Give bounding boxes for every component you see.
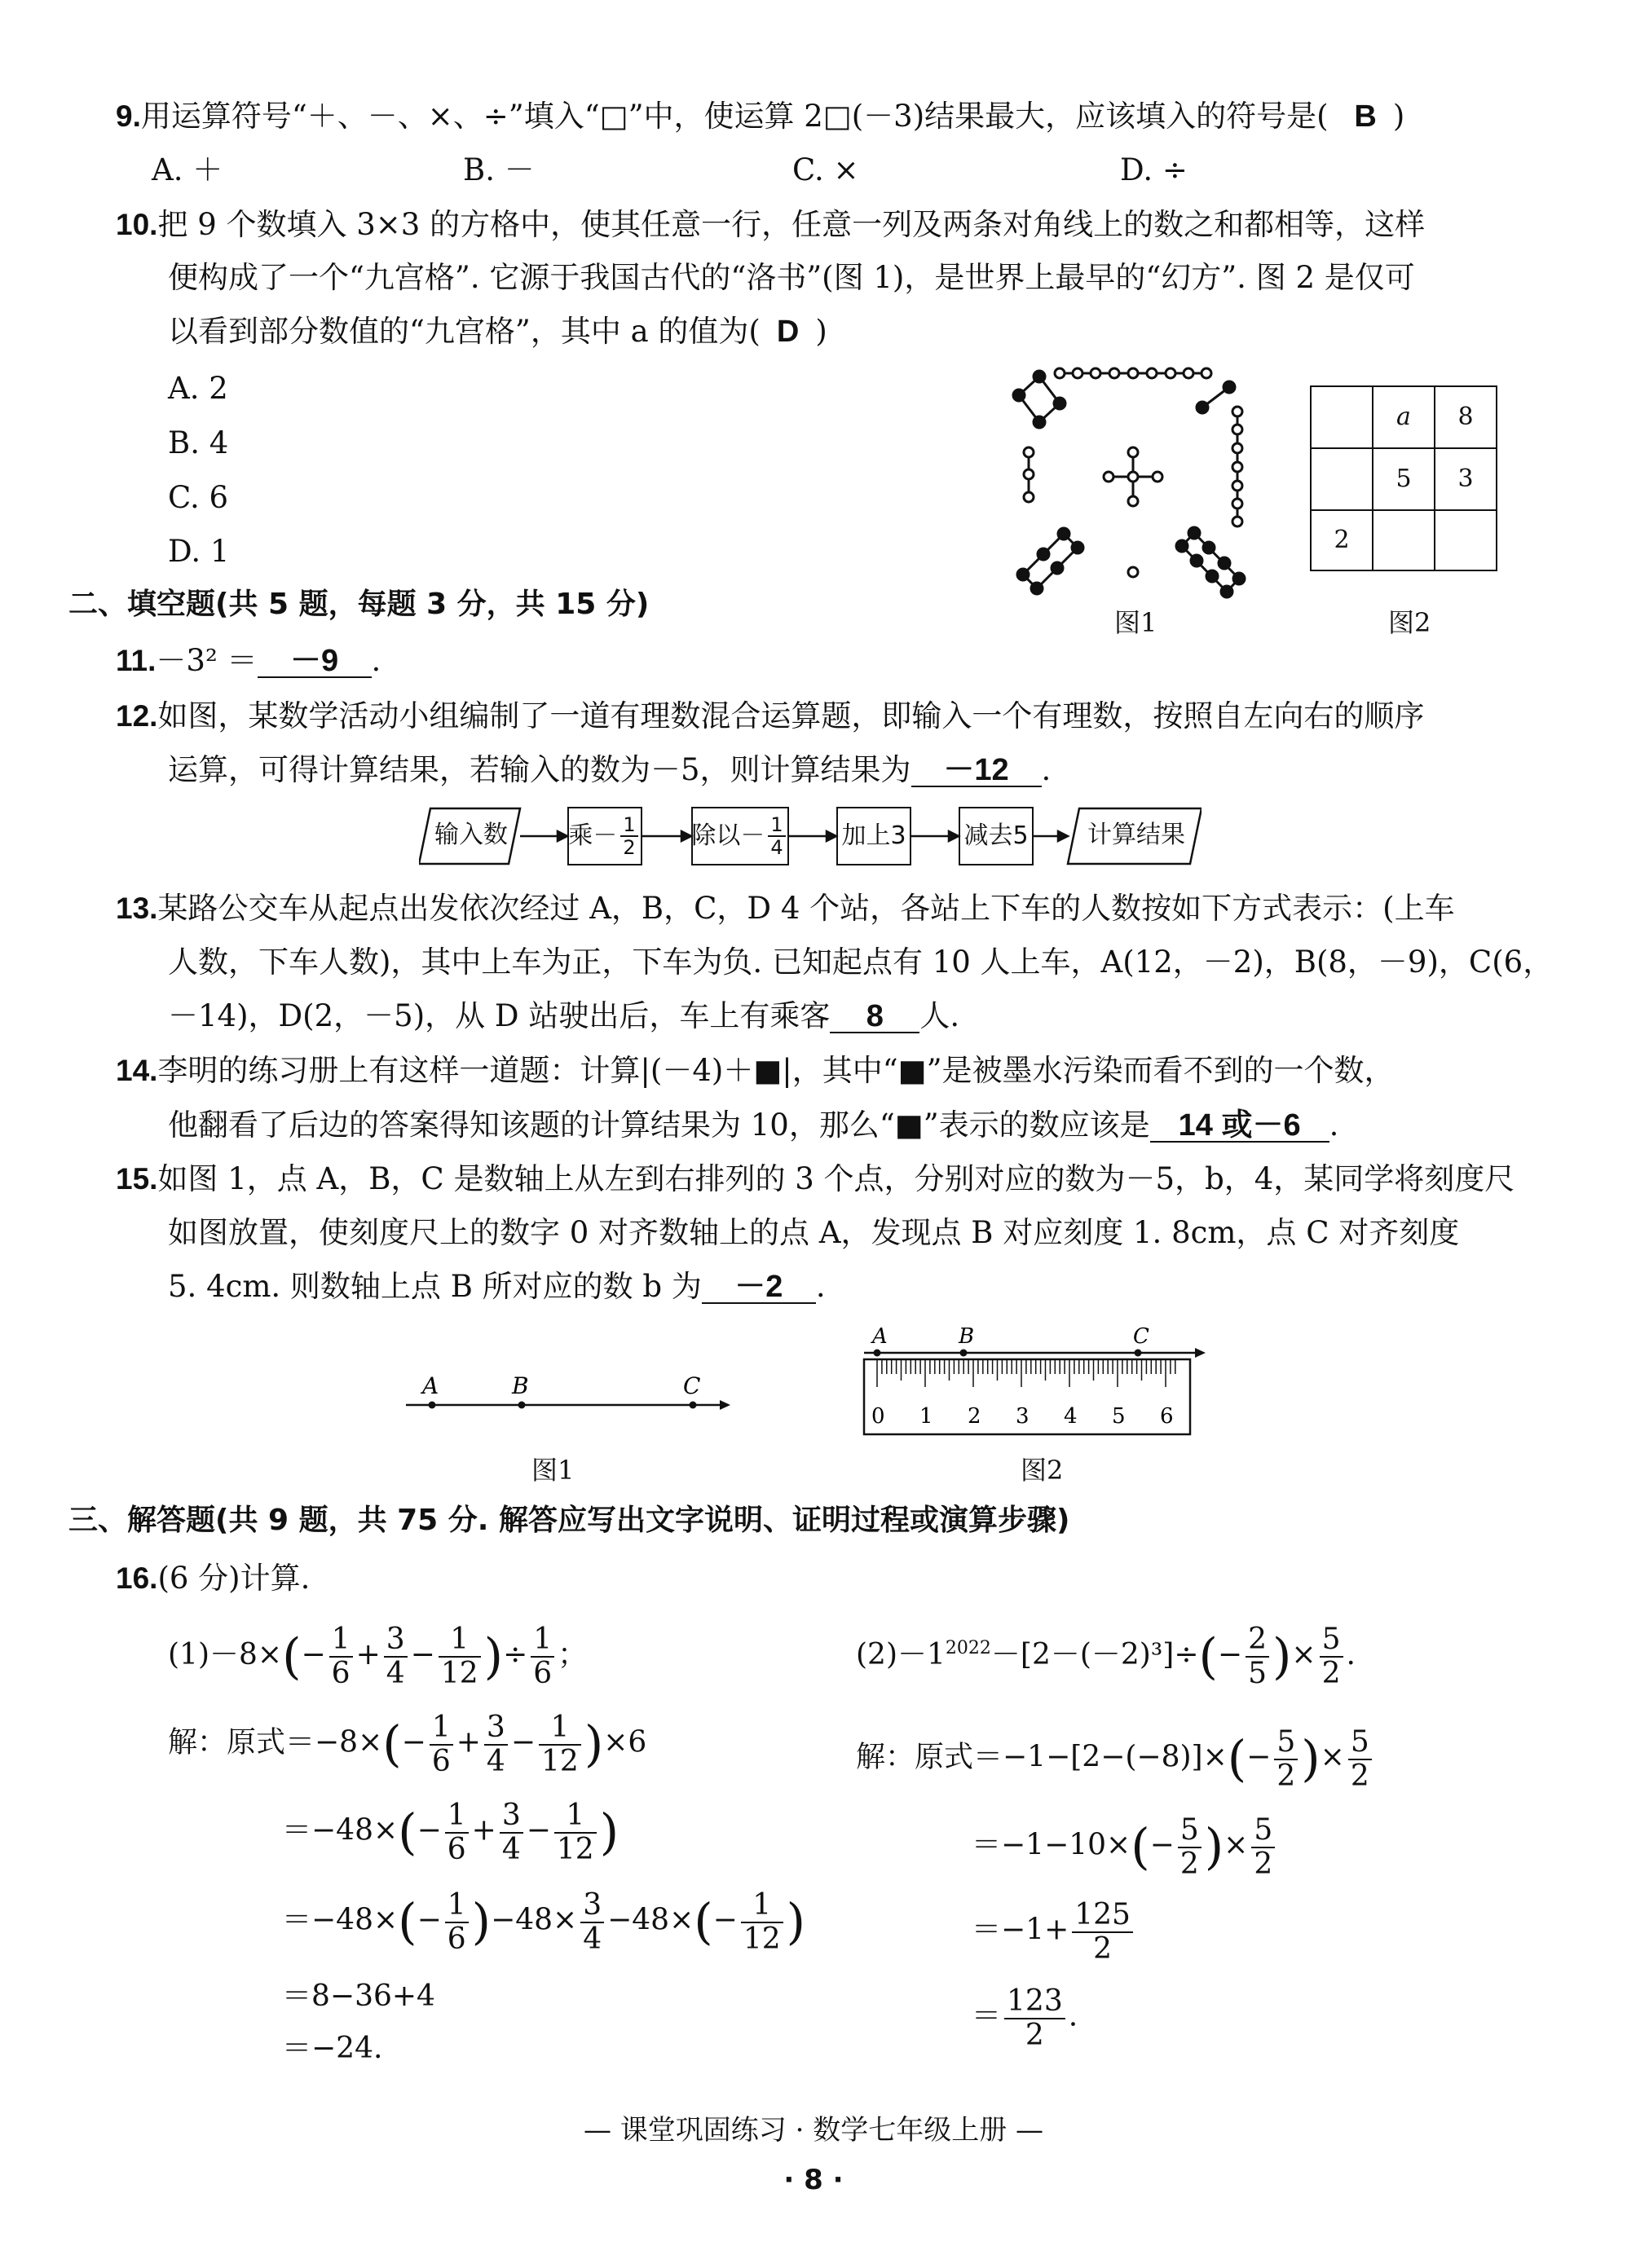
q10-option-d: D. 1 bbox=[168, 534, 230, 569]
q12-flowchart bbox=[419, 807, 1202, 865]
q13-line2: 人数，下车人数)，其中上车为正，下车为负. 已知起点有 10 人上车，A(12，－2)，B(8，－9)，C(6， bbox=[168, 945, 1554, 980]
q15-line2: 如图放置，使刻度尺上的数字 0 对齐数轴上的点 A，发现点 B 对应刻度 1. 8cm，点 C 对齐刻度 bbox=[168, 1215, 1460, 1250]
q9-stem: 9.用运算符号“＋、－、×、÷”填入“□”中，使运算 2□(－3)结果最大，应该填入的符号是( B ) bbox=[116, 99, 1405, 134]
point-a-label: A bbox=[872, 1324, 888, 1349]
q16-sol1-step5: ＝−24. bbox=[282, 2032, 383, 2065]
grid-cell bbox=[1310, 447, 1373, 511]
grid-cell: 2 bbox=[1310, 509, 1373, 571]
ruler-number: 0 bbox=[871, 1404, 885, 1429]
ruler-number: 6 bbox=[1160, 1404, 1174, 1429]
q10-answer: D bbox=[776, 315, 800, 349]
footer-title: — 课堂巩固练习 · 数学七年级上册 — bbox=[583, 2114, 1044, 2147]
q15-fig2-caption: 图2 bbox=[1021, 1455, 1064, 1486]
q15-fig1-caption: 图1 bbox=[531, 1455, 575, 1486]
q10-option-c: C. 6 bbox=[168, 480, 229, 515]
q16-part2: $(2)-1^{2022}-[2-(-2)^3]\div(-$ $\frac{2}{5}$ )× $\frac{5}{2}$ . bbox=[856, 1623, 1356, 1690]
section2-heading: 二、填空题(共 5 题，每题 3 分，共 15 分) bbox=[68, 588, 650, 621]
q9-answer: B bbox=[1354, 99, 1377, 134]
q14-line1: 14.李明的练习册上有这样一道题：计算|(－4)＋■|，其中“■”是被墨水污染而看不到的一个数， bbox=[116, 1053, 1395, 1088]
q9-option-a: A. ＋ bbox=[152, 152, 223, 187]
flow-output: 计算结果 bbox=[1087, 821, 1185, 849]
q13-answer: 8 bbox=[830, 1001, 919, 1033]
q13-line3: －14)，D(2，－5)，从 D 站驶出后，车上有乘客 8 人. bbox=[168, 998, 960, 1033]
grid-cell bbox=[1434, 509, 1497, 571]
flow-add: 加上3 bbox=[836, 807, 911, 865]
q9-option-d: D. ÷ bbox=[1120, 152, 1188, 187]
grid-cell: 5 bbox=[1372, 447, 1435, 511]
magic-square-grid bbox=[1310, 385, 1497, 571]
q16-sol1-step2: ＝−48×(− $\frac{1}{6}$ + $\frac{3}{4}$ − $\frac{1}{12}$ ) bbox=[282, 1799, 619, 1866]
q10-fig1-caption: 图1 bbox=[1114, 607, 1157, 638]
q10-line2: 便构成了一个“九宫格”. 它源于我国古代的“洛书”(图 1)，是世界上最早的“幻方”. 图 2 是仅可 bbox=[168, 260, 1415, 295]
ruler-number: 3 bbox=[1016, 1404, 1030, 1429]
grid-cell: a bbox=[1372, 385, 1435, 449]
q10-line1: 10.把 9 个数填入 3×3 的方格中，使其任意一行，任意一列及两条对角线上的数之和都相等，这样 bbox=[116, 207, 1426, 242]
flow-input: 输入数 bbox=[434, 821, 508, 849]
ruler-number: 2 bbox=[968, 1404, 981, 1429]
number-line-figure bbox=[406, 1369, 732, 1418]
ruler-number: 4 bbox=[1064, 1404, 1078, 1429]
q16-sol2-step3: ＝−1+ $\frac{125}{2}$ bbox=[972, 1899, 1136, 1965]
point-c-label: C bbox=[683, 1372, 701, 1399]
point-c-label: C bbox=[1133, 1324, 1149, 1349]
q14-answer: 14 或－6 bbox=[1150, 1110, 1329, 1143]
grid-cell: 3 bbox=[1434, 447, 1497, 511]
flow-multiply: 乘－ $\frac{1}{2}$ bbox=[567, 807, 642, 865]
q16-stem: 16.(6 分)计算. bbox=[116, 1561, 311, 1596]
q9-option-c: C. × bbox=[792, 152, 859, 187]
q9-option-b: B. － bbox=[463, 152, 535, 187]
arrow-icon bbox=[1195, 1348, 1206, 1358]
q15-answer: －2 bbox=[702, 1271, 816, 1304]
ruler-figure bbox=[853, 1320, 1211, 1442]
q10-option-b: B. 4 bbox=[168, 425, 229, 460]
flow-subtract: 减去5 bbox=[959, 807, 1034, 865]
q15-line3: 5. 4cm. 则数轴上点 B 所对应的数 b 为 －2 . bbox=[168, 1269, 826, 1304]
section3-heading: 三、解答题(共 9 题，共 75 分. 解答应写出文字说明、证明过程或演算步骤) bbox=[68, 1504, 1070, 1537]
q16-part1: (1)－8×(− $\frac{1}{6}$ + $\frac{3}{4}$ − $\frac{1}{12}$ )÷ $\frac{1}{6}$ ； bbox=[168, 1623, 588, 1690]
q16-sol2-step1: 解：原式＝−1−[2−(−8)]×(− $\frac{5}{2}$ )× $\frac{5}{2}$ bbox=[856, 1726, 1375, 1792]
ruler-number: 1 bbox=[919, 1404, 933, 1429]
point-b-label: B bbox=[512, 1372, 529, 1399]
q11-answer: －9 bbox=[258, 645, 372, 678]
q16-sol2-step2: ＝−1−10×(− $\frac{5}{2}$ )× $\frac{5}{2}$ bbox=[972, 1814, 1278, 1880]
grid-cell bbox=[1310, 385, 1373, 449]
q10-option-a: A. 2 bbox=[168, 371, 228, 406]
q16-sol1-step3: ＝−48×(− $\frac{1}{6}$ )−48× $\frac{3}{4}$ −48×(− $\frac{1}{12}$ ) bbox=[282, 1888, 806, 1956]
q12-line1: 12.如图，某数学活动小组编制了一道有理数混合运算题，即输入一个有理数，按照自左向右的顺序 bbox=[116, 698, 1425, 733]
q16-sol2-step4: ＝ $\frac{123}{2}$ . bbox=[972, 1984, 1078, 2052]
point-b-label: B bbox=[959, 1324, 975, 1349]
grid-cell bbox=[1372, 509, 1435, 571]
q10-fig2-caption: 图2 bbox=[1388, 607, 1431, 638]
q11: 11.－3² ＝ －9 . bbox=[116, 643, 381, 678]
q16-sol1-step4: ＝8−36+4 bbox=[282, 1980, 435, 2013]
grid-cell: 8 bbox=[1434, 385, 1497, 449]
arrow-icon bbox=[720, 1400, 730, 1410]
q16-sol1-step1: 解：原式＝−8×(− $\frac{1}{6}$ + $\frac{3}{4}$ − $\frac{1}{12}$ )×6 bbox=[168, 1711, 647, 1778]
q14-line2: 他翻看了后边的答案得知该题的计算结果为 10，那么“■”表示的数应该是 14 或－6 . bbox=[168, 1108, 1339, 1143]
page-number: · 8 · bbox=[783, 2164, 844, 2196]
point-a-label: A bbox=[422, 1372, 439, 1399]
q13-line1: 13.某路公交车从起点出发依次经过 A，B，C，D 4 个站，各站上下车的人数按如下方式表示：(上车 bbox=[116, 891, 1455, 926]
ruler-number: 5 bbox=[1112, 1404, 1126, 1429]
q12-answer: －12 bbox=[911, 755, 1042, 787]
q15-line1: 15.如图 1，点 A，B，C 是数轴上从左到右排列的 3 个点，分别对应的数为－5，b，4，某同学将刻度尺 bbox=[116, 1161, 1515, 1196]
q12-line2: 运算，可得计算结果，若输入的数为－5，则计算结果为 －12 . bbox=[168, 752, 1052, 787]
luoshu-figure bbox=[1003, 359, 1263, 603]
flow-divide: 除以－ $\frac{1}{4}$ bbox=[691, 807, 789, 865]
q10-line3: 以看到部分数值的“九宫格”，其中 a 的值为( D ) bbox=[168, 314, 827, 349]
